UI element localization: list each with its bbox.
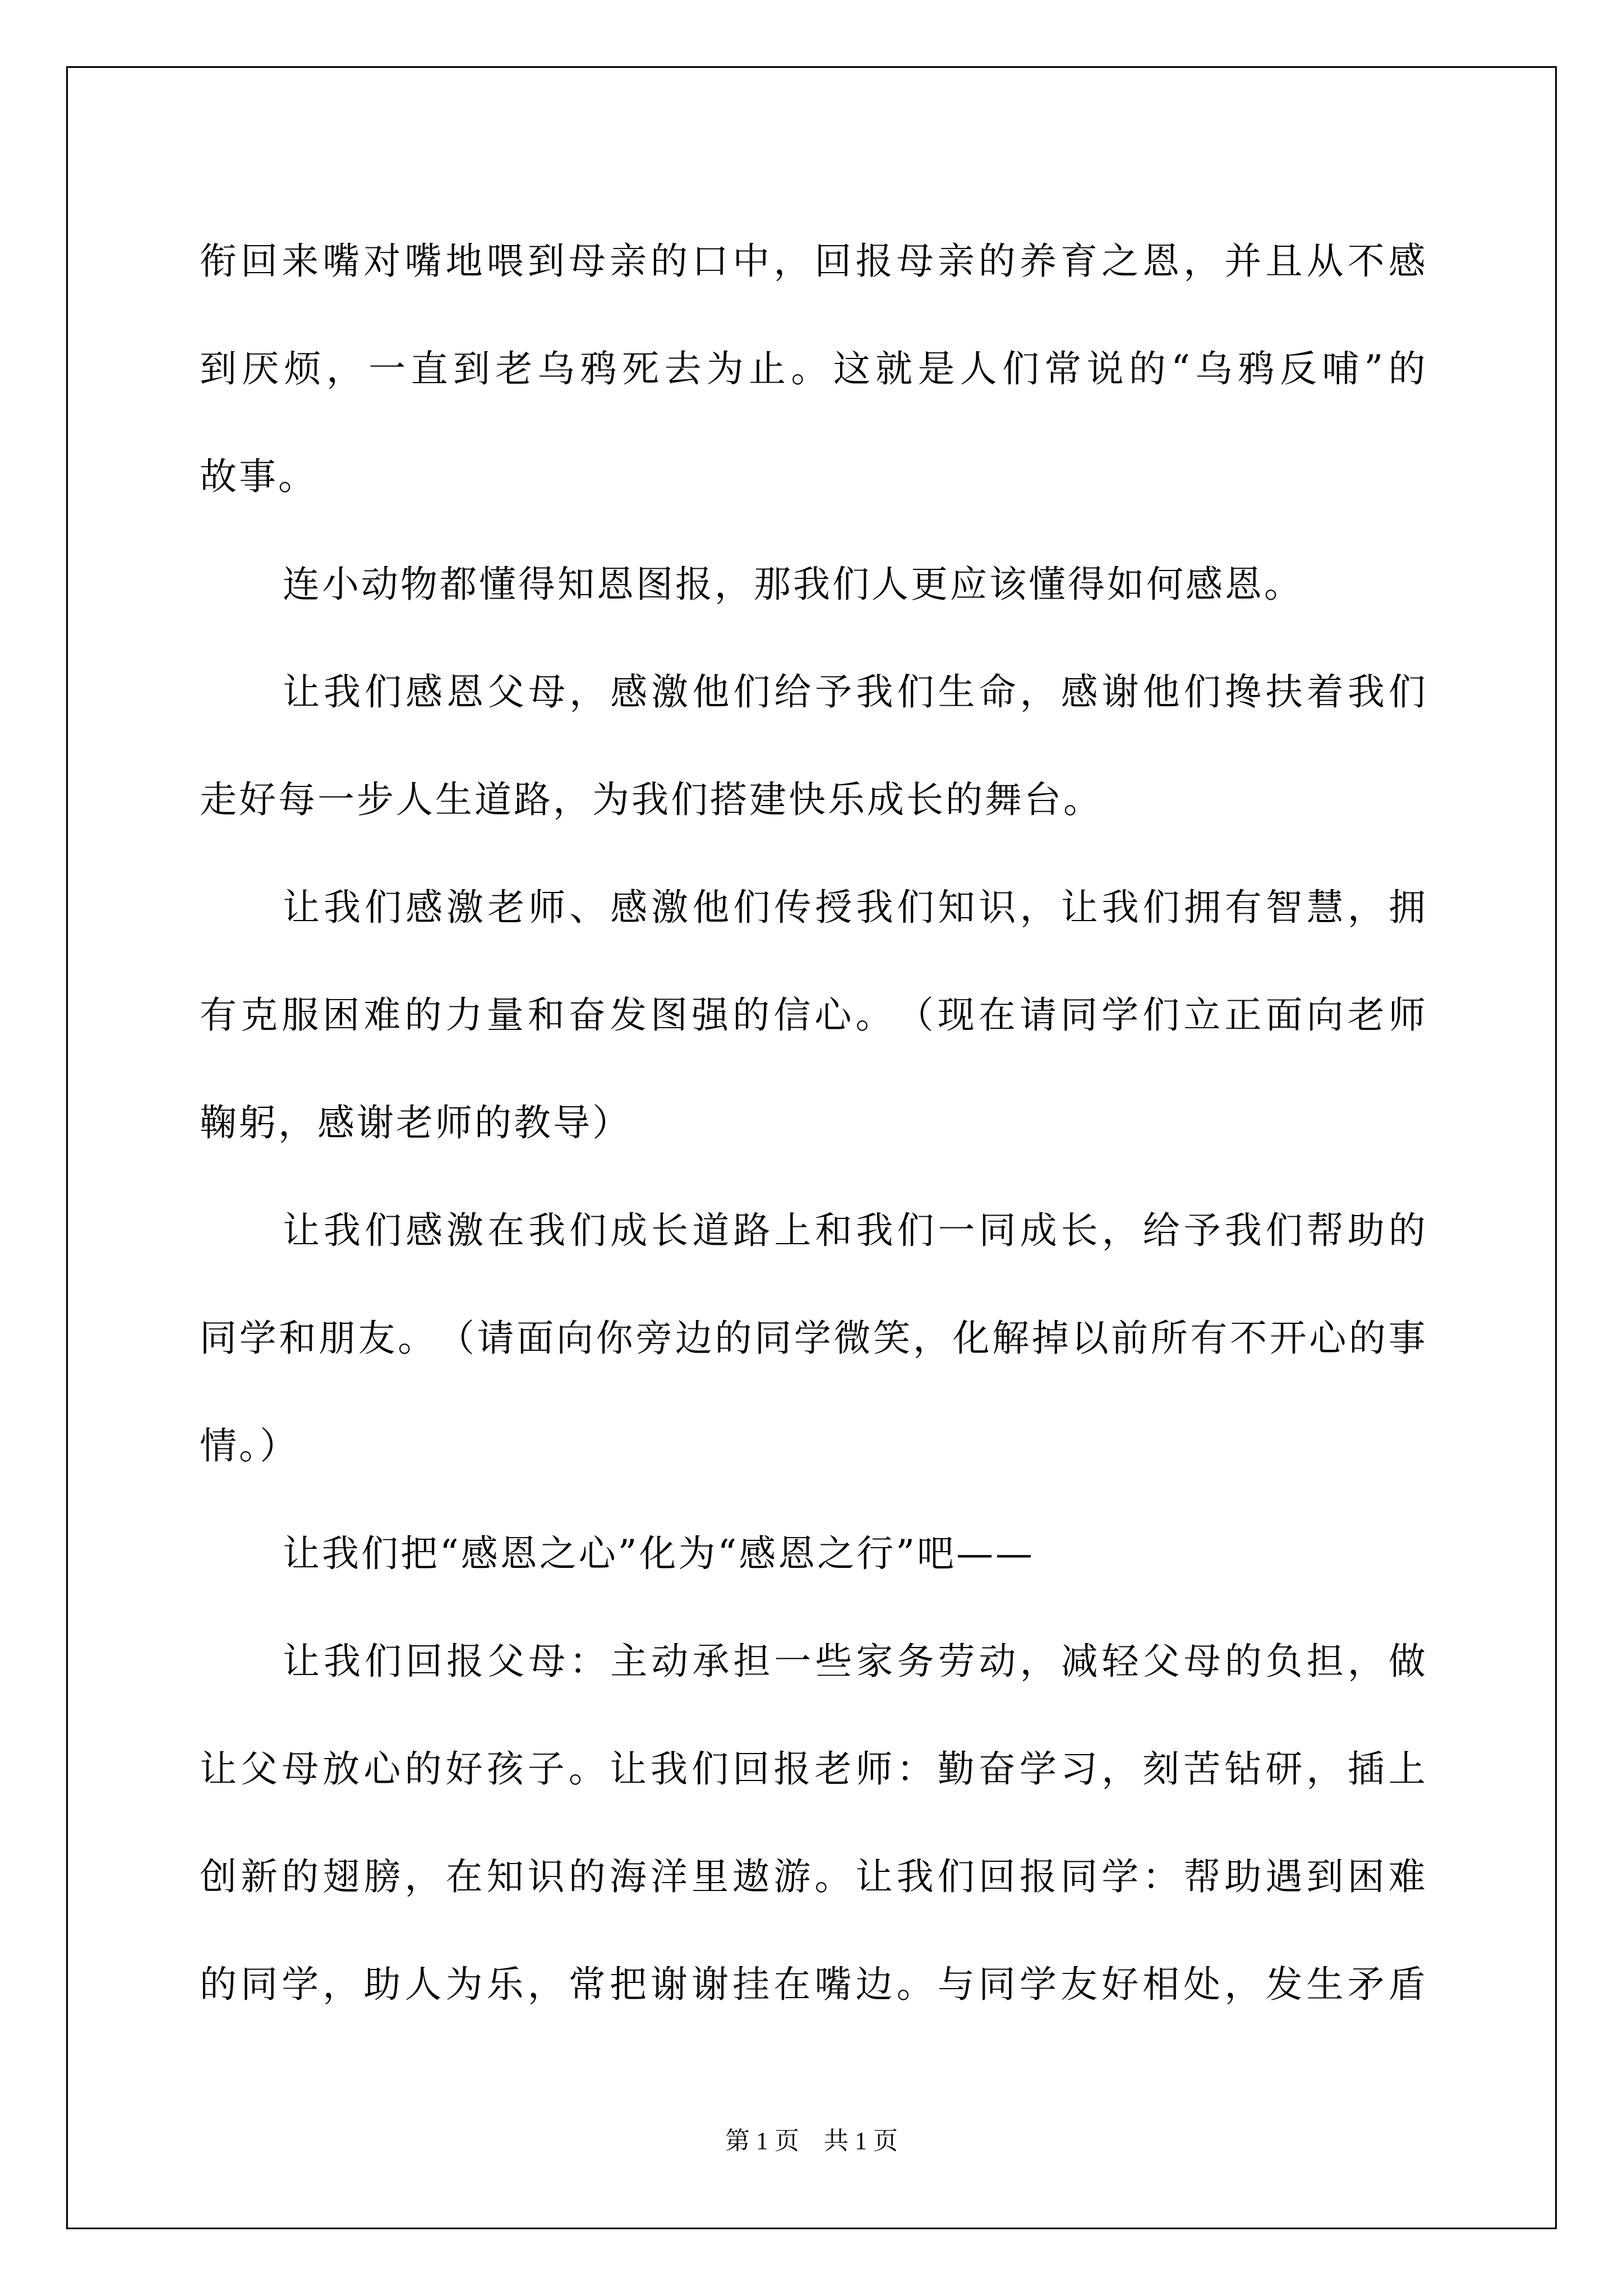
text-line: 故事。 — [200, 455, 317, 498]
text-line: 让 父 母 放 心 的 好 孩 子 。 让 我 们 回 报 老 师 ： 勤 奋 学 习 ， 刻 苦 钻 研 ， 插 上 — [200, 1747, 1428, 1791]
text-line: 鞠躬，感谢老师的教导） — [200, 1101, 631, 1144]
text-line: 让我们把“感恩之心”化为“感恩之行”吧—— — [283, 1532, 1035, 1575]
text-line: 的 同 学 ， 助 人 为 乐 ， 常 把 谢 谢 挂 在 嘴 边 。 与 同 学 友 好 相 处 ， 发 生 矛 盾 — [200, 1963, 1428, 2006]
text-line: 连小动物都懂得知恩图报，那我们人更应该懂得如何感恩。 — [283, 563, 1303, 606]
text-line: 情。） — [200, 1424, 299, 1467]
text-line: 走好每一步人生道路，为我们搭建快乐成长的舞台。 — [200, 778, 1103, 821]
text-line: 到 厌 烦 ， 一 直 到 老 乌 鸦 死 去 为 止 。 这 就 是 人 们 常 说 的 “ 乌 鸦 反 哺 ” 的 — [200, 347, 1428, 390]
text-line: 让 我 们 感 激 老 师 、 感 激 他 们 传 授 我 们 知 识 ， 让 我 们 拥 有 智 慧 ， 拥 — [283, 886, 1428, 929]
text-line: 创 新 的 翅 膀 ， 在 知 识 的 海 洋 里 遨 游 。 让 我 们 回 报 同 学 ： 帮 助 遇 到 困 难 — [200, 1855, 1428, 1898]
document-body — [200, 208, 1428, 2039]
page-footer: 第 1 页 共 1 页 — [725, 2127, 898, 2155]
text-line: 让 我 们 感 激 在 我 们 成 长 道 路 上 和 我 们 一 同 成 长 ， 给 予 我 们 帮 助 的 — [283, 1209, 1428, 1252]
text-line: 同 学 和 朋 友 。 （ 请 面 向 你 旁 边 的 同 学 微 笑 ， 化 解 掉 以 前 所 有 不 开 心 的 事 — [200, 1317, 1428, 1360]
text-line: 让 我 们 回 报 父 母 ： 主 动 承 担 一 些 家 务 劳 动 ， 减 轻 父 母 的 负 担 ， 做 — [283, 1640, 1428, 1683]
text-line: 衔 回 来 嘴 对 嘴 地 喂 到 母 亲 的 口 中 ， 回 报 母 亲 的 养 育 之 恩 ， 并 且 从 不 感 — [200, 240, 1428, 283]
text-line: 有 克 服 困 难 的 力 量 和 奋 发 图 强 的 信 心 。 （ 现 在 请 同 学 们 立 正 面 向 老 师 — [200, 993, 1428, 1037]
text-line: 让 我 们 感 恩 父 母 ， 感 激 他 们 给 予 我 们 生 命 ， 感 谢 他 们 搀 扶 着 我 们 — [283, 670, 1428, 714]
